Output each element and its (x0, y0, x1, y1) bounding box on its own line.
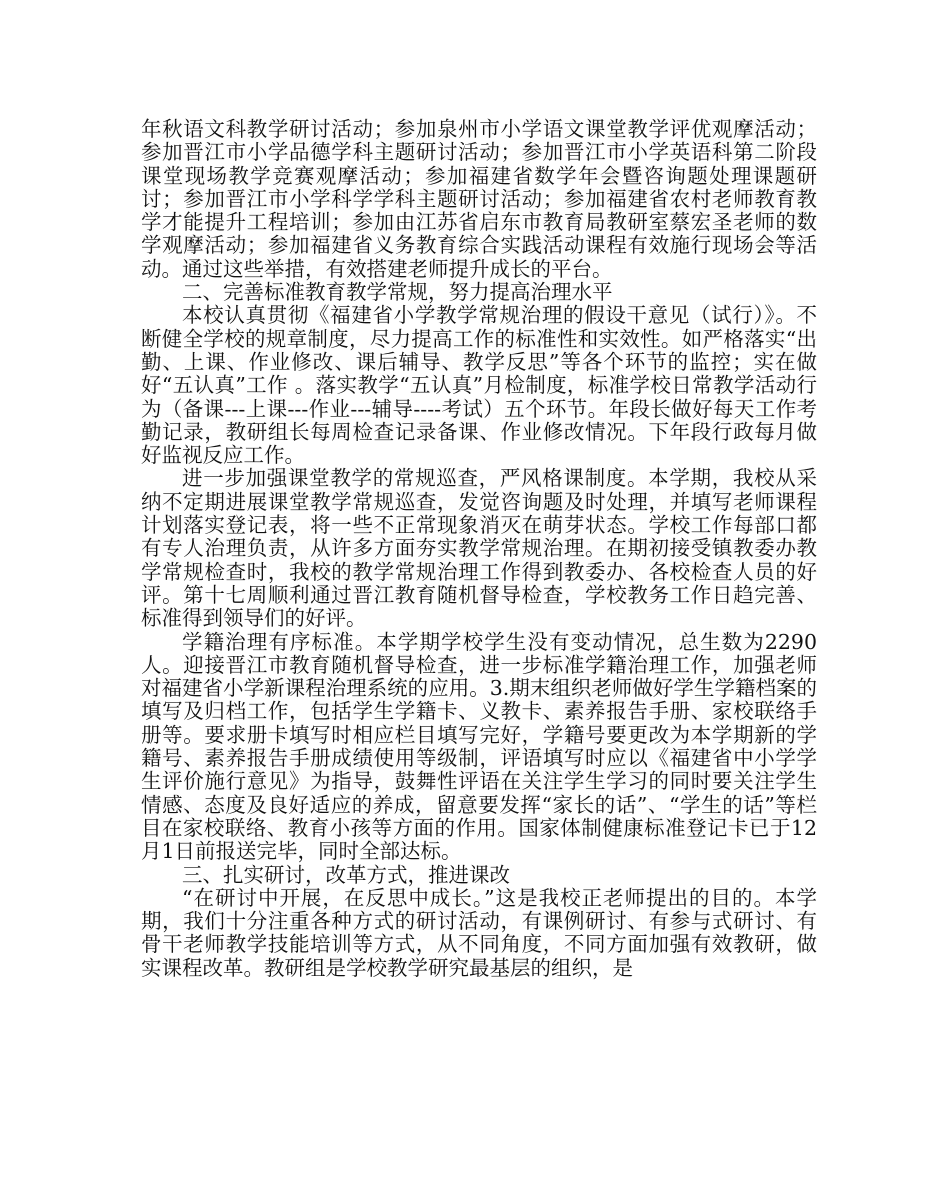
section-heading-2: 二、完善标准教育教学常规，努力提高治理水平 (182, 280, 613, 305)
body-paragraph: “在研讨中开展，在反思中成长。”这是我校正老师提出的目的。本学期，我们十分注重各种方式的研讨活动，有课例研讨、有参与式研讨、有骨干老师教学技能培训等方式，从不同角度，不同方面加强有效教研，做实课程改革。教研组是学校教学研究最基层的组织，是 (141, 885, 817, 980)
body-paragraph: 学籍治理有序标准。本学期学校学生没有变动情况，总生数为2290人。迎接晋江市教育随机督导检查，进一步标准学籍治理工作，加强老师对福建省小学新课程治理系统的应用。3.期末组织老师做好学生学籍档案的填写及归档工作，包括学生学籍卡、义教卡、素养报告手册、家校联络手册等。要求册卡填写时相应栏目填写完好，学籍号要更改为本学期新的学籍号、素养报告手册成绩使用等级制，评语填写时应以《福建省中小学学生评价施行意见》为指导，鼓舞性评语在关注学生学习的同时要关注学生情感、态度及良好适应的养成，留意要发挥“家长的话”、“学生的话”等栏目在家校联络、教育小孩等方面的作用。国家体制健康标准登记卡已于12月1日前报送完毕，同时全部达标。 (141, 629, 817, 864)
document-page (141, 118, 817, 980)
body-paragraph: 进一步加强课堂教学的常规巡查，严风格课制度。本学期，我校从采纳不定期进展课堂教学常规巡查，发觉咨询题及时处理，并填写老师课程计划落实登记表，将一些不正常现象消灭在萌芽状态。学校工作每部口都有专人治理负责，从许多方面夯实教学常规治理。在期初接受镇教委办教学常规检查时，我校的教学常规治理工作得到教委办、各校检查人员的好评。第十七周顺利通过晋江教育随机督导检查，学校教务工作日趋完善、标准得到领导们的好评。 (141, 466, 817, 631)
section-heading-3: 三、扎实研讨，改革方式，推进课改 (182, 862, 510, 887)
body-paragraph: 年秋语文科教学研讨活动；参加泉州市小学语文课堂教学评优观摩活动；参加晋江市小学品德学科主题研讨活动；参加晋江市小学英语科第二阶段课堂现场教学竞赛观摩活动；参加福建省数学年会暨咨询题处理课题研讨；参加晋江市小学科学学科主题研讨活动；参加福建省农村老师教育教学才能提升工程培训；参加由江苏省启东市教育局教研室蔡宏圣老师的数学观摩活动；参加福建省义务教育综合实践活动课程有效施行现场会等活动。通过这些举措，有效搭建老师提升成长的平台。 (141, 117, 817, 281)
body-paragraph: 本校认真贯彻《福建省小学教学常规治理的假设干意见（试行）》。不断健全学校的规章制度，尽力提高工作的标准性和实效性。如严格落实“出勤、上课、作业修改、课后辅导、教学反思”等各个环节的监控；实在做好“五认真”工作 。落实教学“五认真”月检制度，标准学校日常教学活动行为（备课---上课---作业---辅导----考试）五个环节。年段长做好每天工作考勤记录，教研组长每周检查记录备课、作业修改情况。下年段行政每月做好监视反应工作。 (141, 303, 817, 468)
